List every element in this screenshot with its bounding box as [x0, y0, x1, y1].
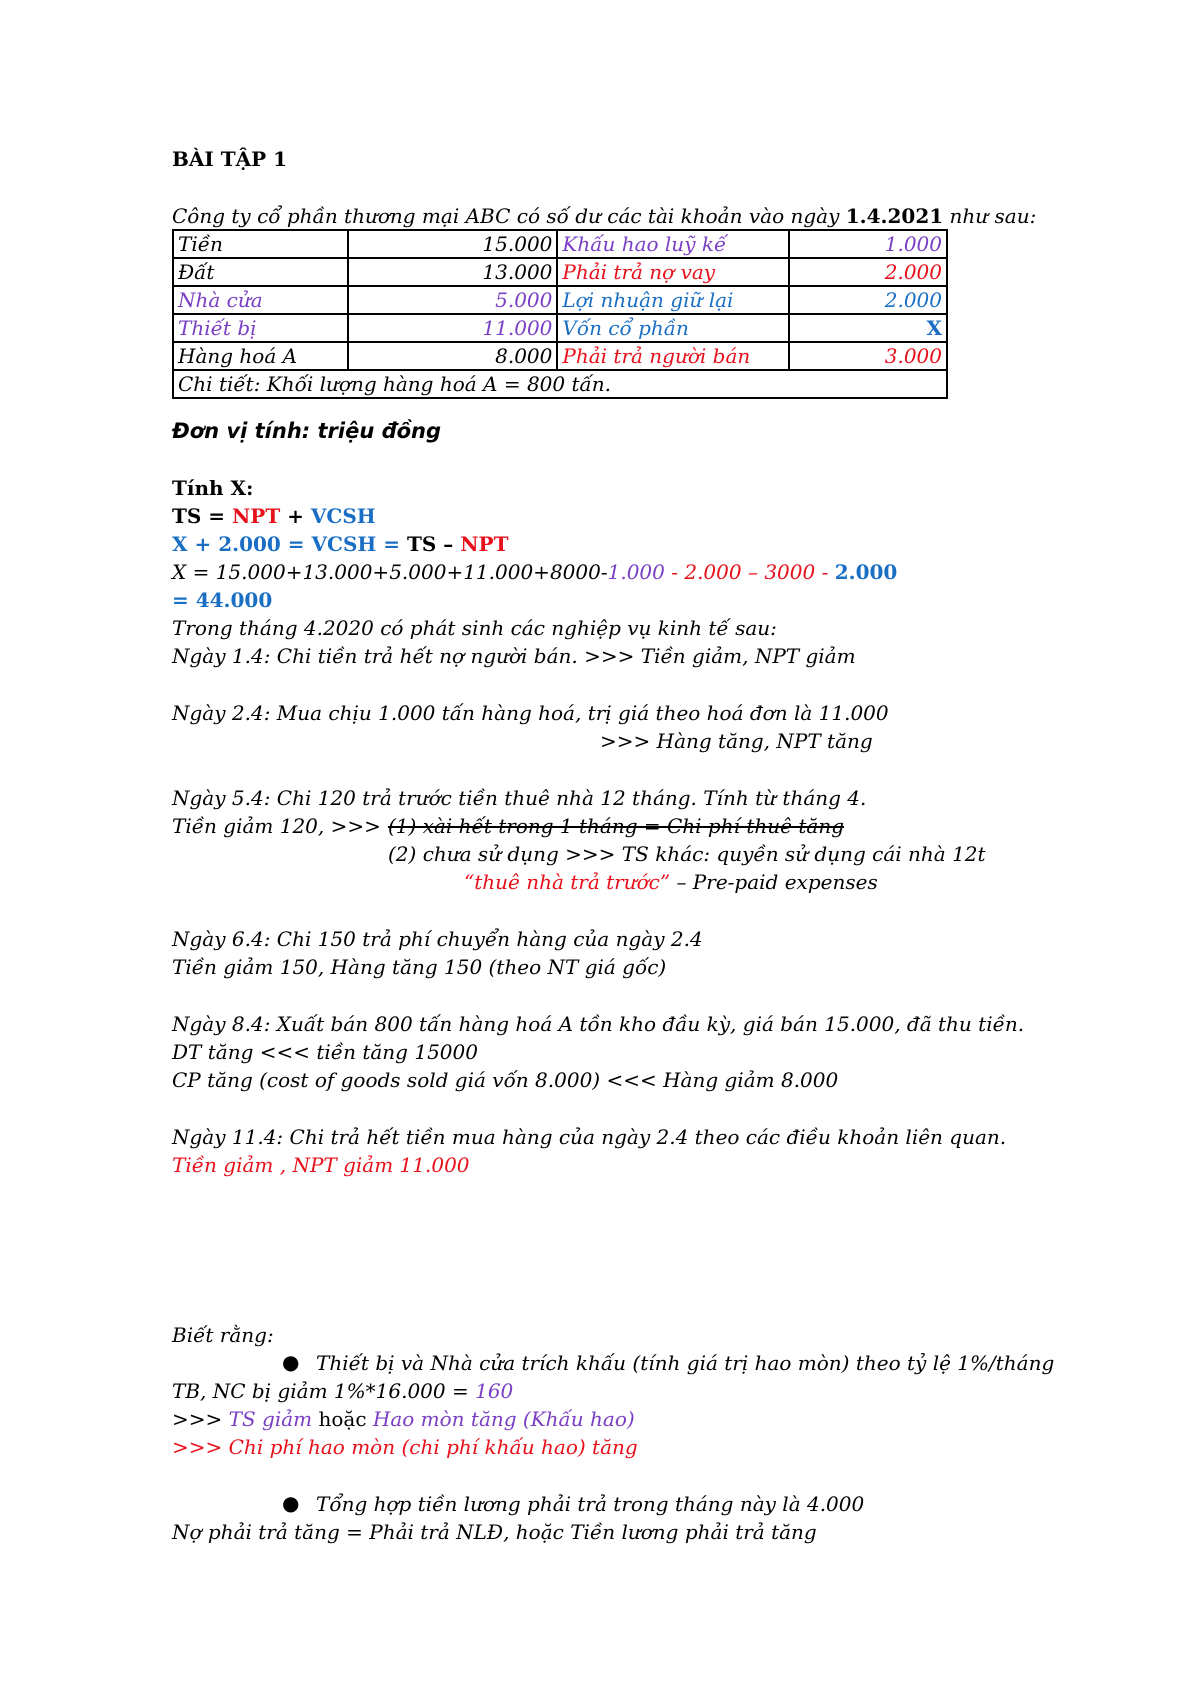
eq2-npt: NPT	[460, 532, 509, 556]
day8-line: Ngày 8.4: Xuất bán 800 tấn hàng hoá A tồn kho đầu kỳ, giá bán 15.000, đã thu tiền.	[172, 1012, 1025, 1036]
b1b-hm: Hao mòn tăng (Khấu hao)	[372, 1407, 635, 1431]
known-heading: Biết rằng:	[172, 1323, 274, 1347]
cell-right-label: Lợi nhuận giữ lại	[557, 286, 788, 314]
known-b1: Thiết bị và Nhà cửa trích khấu (tính giá trị hao mòn) theo tỷ lệ 1%/tháng	[316, 1351, 1055, 1375]
cell-right-value: 3.000	[789, 342, 947, 370]
cell-left-value: 5.000	[348, 286, 557, 314]
cell-right-label: Phải trả nợ vay	[557, 258, 788, 286]
calc-eq3	[172, 559, 897, 585]
calc-heading: Tính X:	[172, 476, 254, 500]
b1a-text: TB, NC bị giảm 1%*16.000 =	[172, 1379, 476, 1403]
day5-c: (2) chưa sử dụng >>> TS khác: quyền sử dụng cái nhà 12t	[388, 842, 986, 866]
day8-result-2: CP tăng (cost of goods sold giá vốn 8.000) <<< Hàng giảm 8.000	[172, 1068, 839, 1092]
table-row	[173, 230, 947, 258]
intro-text-end: như sau:	[943, 204, 1037, 228]
known-b2: Tổng hợp tiền lương phải trả trong tháng này là 4.000	[316, 1492, 865, 1516]
eq2-left: X + 2.000 = VCSH =	[172, 532, 407, 556]
known-b2a: Nợ phải trả tăng = Phải trả NLĐ, hoặc Tiền lương phải trả tăng	[172, 1520, 817, 1544]
cell-left-value: 11.000	[348, 314, 557, 342]
eq1-npt: NPT	[232, 504, 281, 528]
cell-left-label: Nhà cửa	[173, 286, 348, 314]
day8-result-1: DT tăng <<< tiền tăng 15000	[172, 1040, 478, 1064]
cell-left-value: 13.000	[348, 258, 557, 286]
day2-line: Ngày 2.4: Mua chịu 1.000 tấn hàng hoá, trị giá theo hoá đơn là 11.000	[172, 701, 889, 725]
cell-left-value: 8.000	[348, 342, 557, 370]
day5-a: Tiền giảm 120, >>>	[172, 814, 381, 838]
cell-left-label: Tiền	[173, 230, 348, 258]
cell-right-label: Vốn cổ phần	[557, 314, 788, 342]
table-row	[173, 342, 947, 370]
bullet-icon: ●	[282, 1350, 300, 1374]
cell-right-value: 1.000	[789, 230, 947, 258]
bullet-icon-2: ●	[282, 1491, 300, 1515]
eq3-b: 1.000	[607, 560, 665, 584]
day5-d-red: “thuê nhà trả trước”	[464, 870, 671, 894]
known-b1c: >>> Chi phí hao mòn (chi phí khấu hao) tăng	[172, 1435, 638, 1459]
intro-line	[172, 203, 1036, 229]
day5-d	[464, 869, 878, 895]
intro-text: Công ty cổ phần thương mại ABC có số dư các tài khoản vào ngày	[172, 204, 846, 228]
day6-result: Tiền giảm 150, Hàng tăng 150 (theo NT giá gốc)	[172, 955, 667, 979]
table-row	[173, 258, 947, 286]
calc-eq4: = 44.000	[172, 588, 273, 612]
b1b-mid: hoặc	[312, 1407, 373, 1431]
month-line: Trong tháng 4.2020 có phát sinh các nghiệp vụ kinh tế sau:	[172, 616, 777, 640]
cell-left-label: Đất	[173, 258, 348, 286]
day11-line: Ngày 11.4: Chi trả hết tiền mua hàng của ngày 2.4 theo các điều khoản liên quan.	[172, 1125, 1007, 1149]
intro-date: 1.4.2021	[845, 204, 944, 228]
eq1-plus: +	[280, 504, 311, 528]
b1b-ts: TS giảm	[228, 1407, 313, 1431]
unit-line: Đơn vị tính: triệu đồng	[172, 419, 442, 443]
cell-right-value: X	[789, 314, 947, 342]
eq3-d: 2.000	[834, 560, 898, 584]
cell-left-label: Thiết bị	[173, 314, 348, 342]
eq1-ts: TS	[172, 504, 202, 528]
cell-right-value: 2.000	[789, 258, 947, 286]
eq2-ts: TS –	[406, 532, 461, 556]
day6-line: Ngày 6.4: Chi 150 trả phí chuyển hàng của ngày 2.4	[172, 927, 703, 951]
table-row	[173, 286, 947, 314]
cell-left-value: 15.000	[348, 230, 557, 258]
day11-result: Tiền giảm , NPT giảm 11.000	[172, 1153, 470, 1177]
cell-left-label: Hàng hoá A	[173, 342, 348, 370]
balance-table	[172, 229, 948, 399]
day5-b: (1) xài hết trong 1 tháng = Chi phí thuê tăng	[388, 814, 844, 838]
calc-eq2	[172, 531, 508, 557]
cell-right-label: Khấu hao luỹ kế	[557, 230, 788, 258]
day2-result: >>> Hàng tăng, NPT tăng	[600, 729, 873, 753]
known-b1b	[172, 1406, 635, 1432]
b1b-pre: >>>	[172, 1407, 229, 1431]
calc-eq1	[172, 503, 376, 529]
eq1-eq: =	[201, 504, 233, 528]
document-title: BÀI TẬP 1	[172, 147, 288, 171]
day5-line: Ngày 5.4: Chi 120 trả trước tiền thuê nhà 12 tháng. Tính từ tháng 4.	[172, 786, 867, 810]
eq1-vcsh: VCSH	[310, 504, 376, 528]
cell-right-label: Phải trả người bán	[557, 342, 788, 370]
b1a-value: 160	[475, 1379, 514, 1403]
table-row	[173, 314, 947, 342]
table-note: Chi tiết: Khối lượng hàng hoá A = 800 tấn.	[173, 370, 947, 398]
known-b1a	[172, 1378, 513, 1404]
eq3-a: X = 15.000+13.000+5.000+11.000+8000-	[172, 560, 608, 584]
cell-right-value: 2.000	[789, 286, 947, 314]
day5-d-rest: – Pre-paid expenses	[670, 870, 878, 894]
day1-line: Ngày 1.4: Chi tiền trả hết nợ người bán. >>> Tiền giảm, NPT giảm	[172, 644, 856, 668]
eq3-c: - 2.000 – 3000 -	[664, 560, 835, 584]
